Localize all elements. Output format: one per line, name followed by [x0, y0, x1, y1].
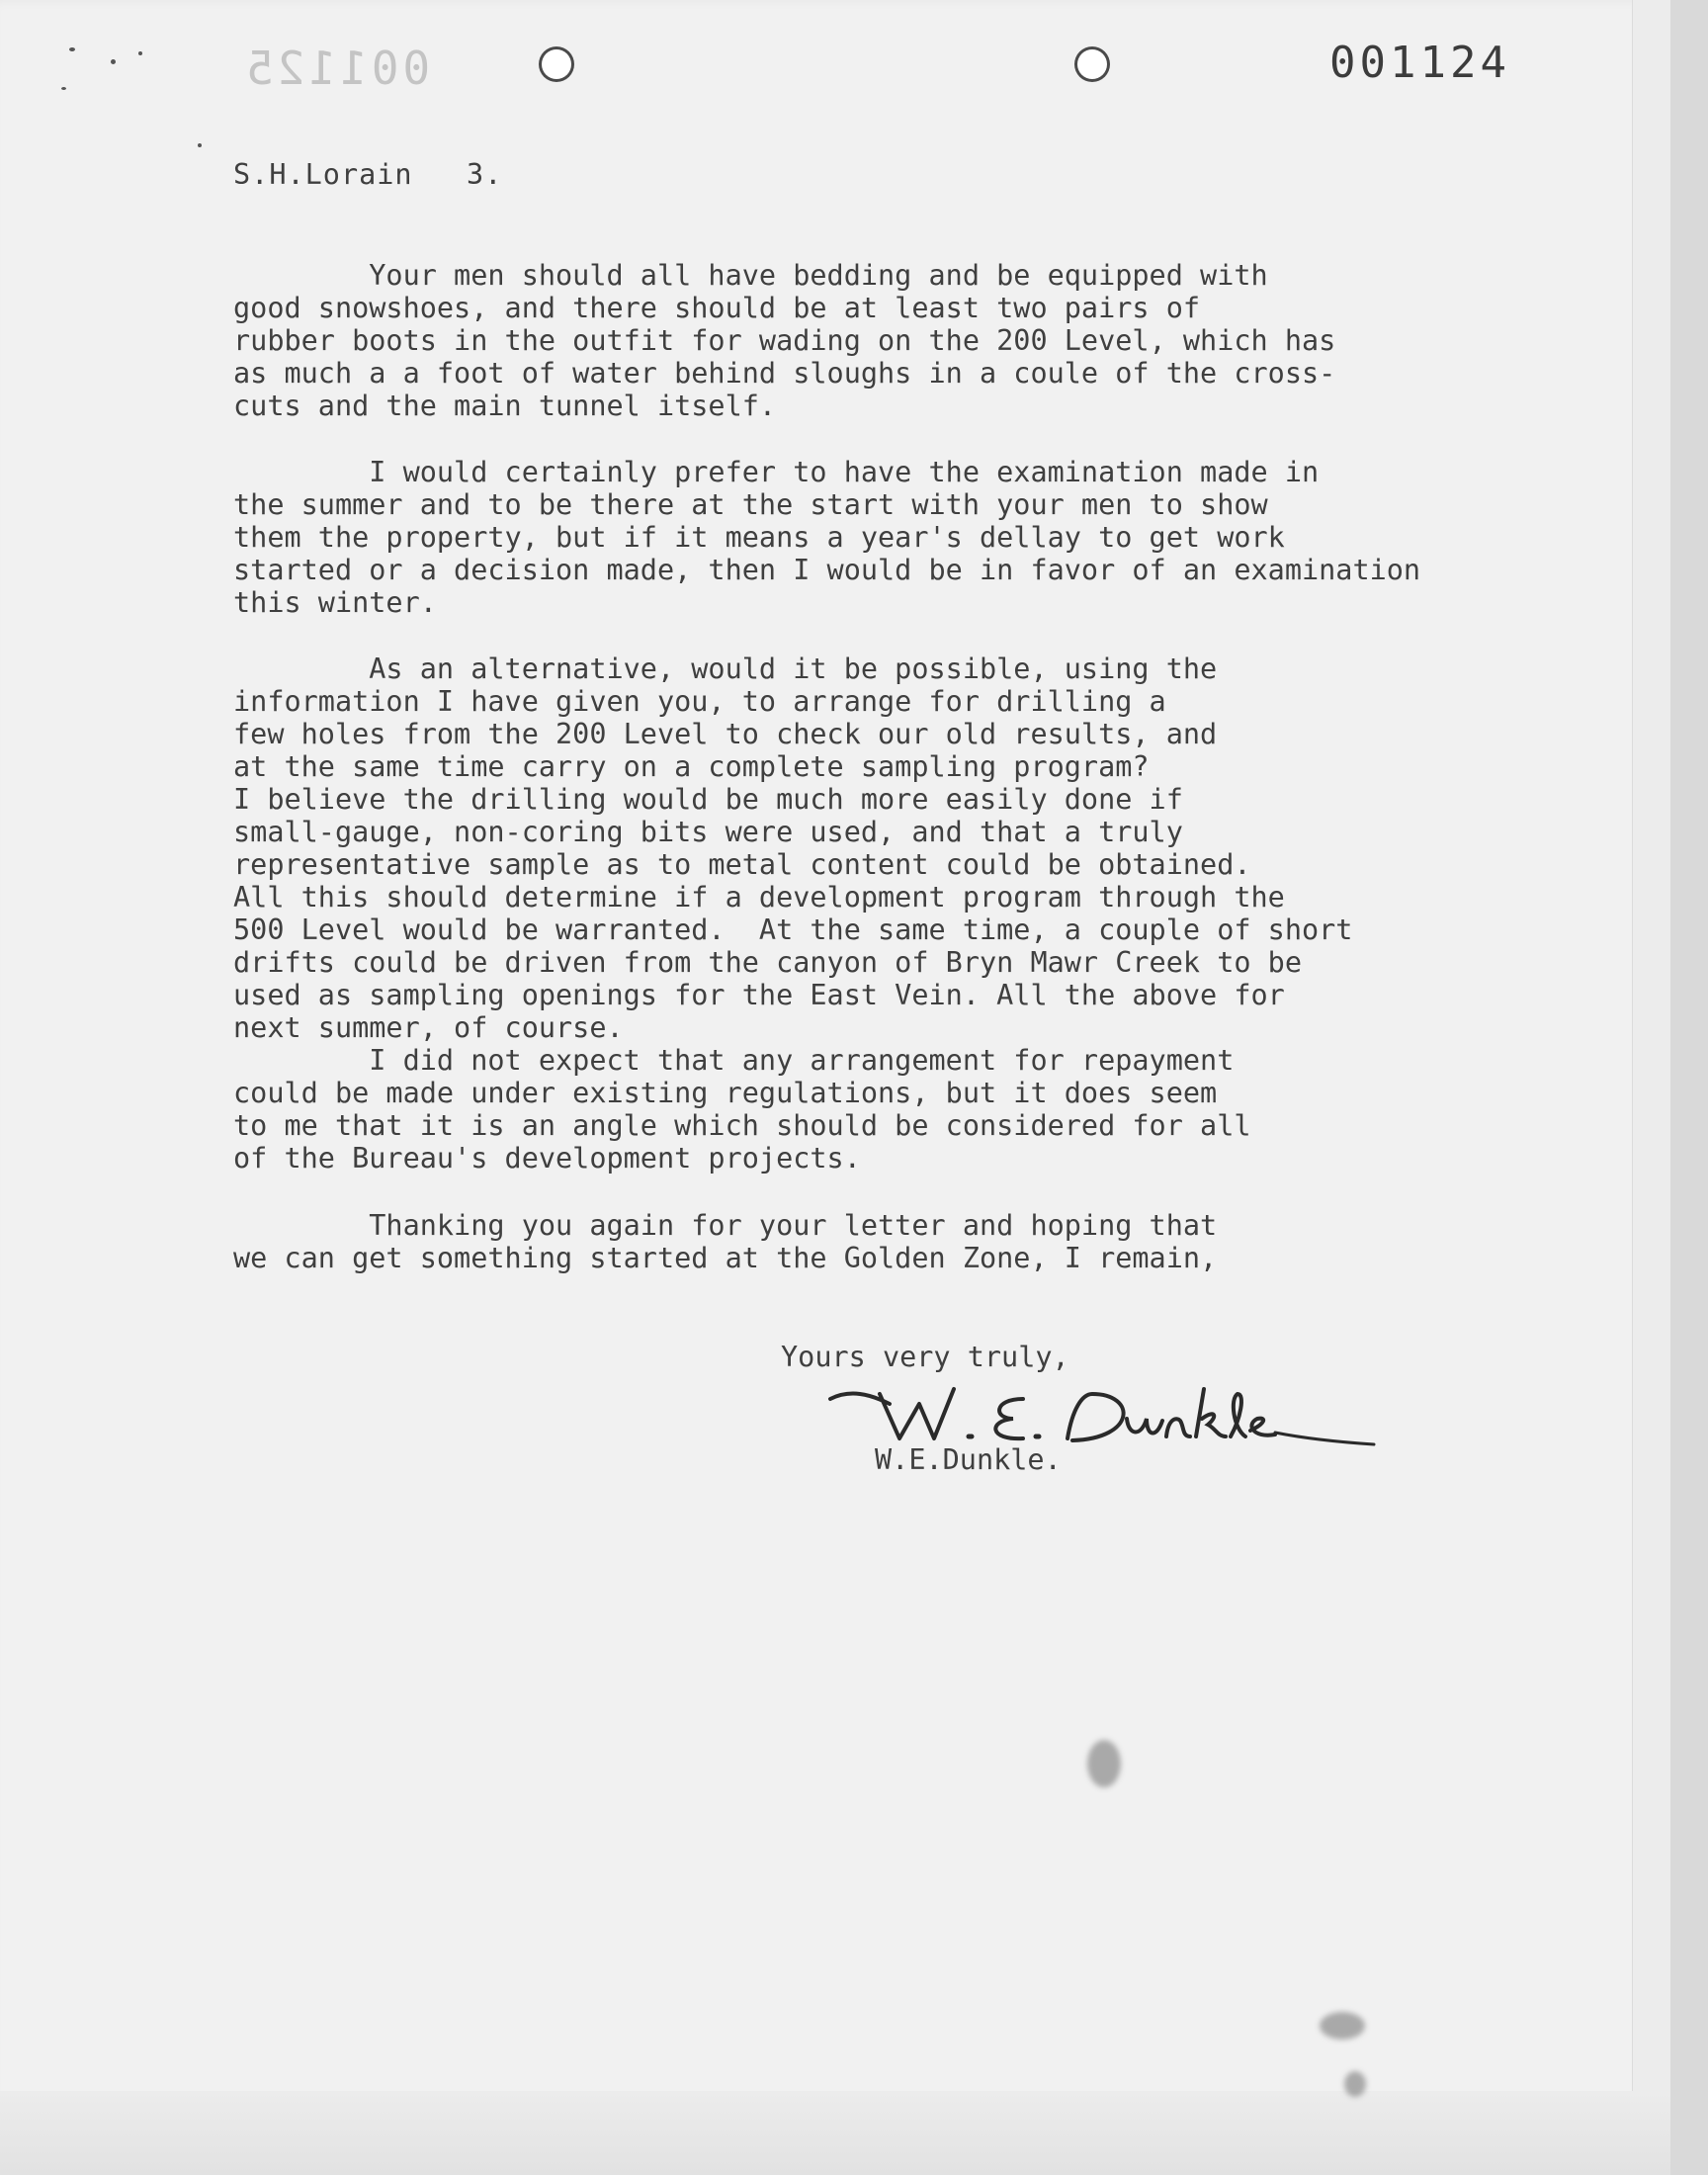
page-edge — [1632, 0, 1670, 2175]
ink-smudge — [1320, 2012, 1365, 2040]
specks — [111, 59, 116, 64]
page-bottom-band — [0, 2091, 1670, 2175]
page-header: S.H.Lorain 3. — [233, 158, 503, 191]
specks — [69, 47, 75, 51]
paragraph-2: I would certainly prefer to have the examination made in the summer and to be there at the start with your men to show them the property, but if it means a year's dellay to get work started or a decision made, then I would be in favor of an examination this winter. — [233, 456, 1421, 619]
ink-smudge — [1344, 2071, 1366, 2097]
ink-smudge — [1087, 1740, 1121, 1787]
paragraph-1: Your men should all have bedding and be equipped with good snowshoes, and there should be at least two pairs of rubber boots in the outfit for wading on the 200 Level, which has as much a a foot of water behind sloughs in a coule of the cross- cuts and the main tunnel itself. — [233, 259, 1336, 422]
closing: Yours very truly, — [781, 1341, 1069, 1373]
paragraph-4: Thanking you again for your letter and hoping that we can get something started at the Golden Zone, I remain, — [233, 1209, 1218, 1274]
punch-hole-right — [1077, 49, 1107, 79]
typed-signature-name: W.E.Dunkle. — [875, 1443, 1062, 1476]
bleed-through-stamp: 001125 — [242, 42, 431, 95]
punch-hole-left — [542, 49, 571, 79]
specks — [198, 143, 202, 147]
specks — [61, 87, 66, 90]
specks — [138, 51, 142, 55]
document-number-stamp: 001124 — [1329, 38, 1510, 88]
paragraph-3: As an alternative, would it be possible, using the information I have given you, to arrange for drilling a few holes from the 200 Level to check our old results, and at the same time carry on a complete sampling program? I believe the drilling would be much more easily done if small-gauge, non-coring bits were used, and that a truly representative sample as to metal content could be obtained. All this should determine if a development program through the 500 Level would be warranted. At the same time, a couple of short drifts could be driven from the canyon of Bryn Mawr Creek to be used as sampling openings for the East Vein. All the above for next summer, of course. I did not expect that any arrangement for repayment could be made under existing regulations, but it does seem to me that it is an angle which should be considered for all of the Bureau's development projects. — [233, 652, 1353, 1174]
